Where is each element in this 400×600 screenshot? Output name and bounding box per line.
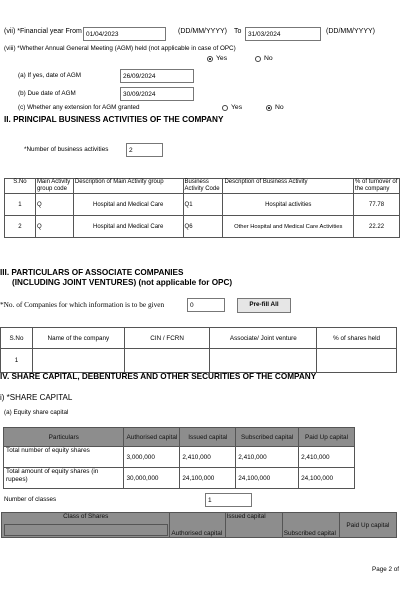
sno-cell: 1 bbox=[5, 194, 36, 216]
table-header-row bbox=[5, 179, 400, 194]
turnover-cell[interactable]: 22.22 bbox=[354, 216, 400, 238]
column-header: Main Activity group code bbox=[35, 179, 73, 194]
subscribed-cell[interactable]: 24,100,000 bbox=[236, 468, 299, 489]
sno-cell: 1 bbox=[1, 349, 33, 373]
agm-extension-no-label: No bbox=[275, 104, 284, 111]
column-header: S.No bbox=[1, 328, 33, 349]
column-header: Issued capital bbox=[225, 513, 282, 538]
shares-held-cell[interactable] bbox=[317, 349, 397, 373]
business-activities-table bbox=[4, 178, 400, 238]
activity-description-cell[interactable]: Other Hospital and Medical Care Activities bbox=[223, 216, 354, 238]
equity-share-capital-label: (a) Equity share capital bbox=[4, 409, 69, 416]
column-header: Paid Up capital bbox=[299, 428, 355, 447]
associate-count-input[interactable]: 0 bbox=[187, 298, 225, 312]
subscribed-cell[interactable]: 2,410,000 bbox=[236, 447, 299, 468]
column-header: Paid Up capital bbox=[339, 513, 396, 538]
date-format-hint: (DD/MM/YYYY) bbox=[178, 28, 227, 35]
agm-due-date-input[interactable]: 30/09/2024 bbox=[120, 87, 194, 101]
agm-held-no-label: No bbox=[264, 55, 273, 62]
to-label: To bbox=[234, 28, 242, 35]
column-header: Particulars bbox=[4, 428, 124, 447]
column-header: Subscribed capital bbox=[236, 428, 299, 447]
table-row bbox=[5, 194, 400, 216]
particulars-cell: Total number of equity shares bbox=[4, 447, 124, 468]
share-capital-heading: i) *SHARE CAPITAL bbox=[0, 393, 73, 402]
activity-code-cell[interactable]: Q1 bbox=[183, 194, 223, 216]
section-4-heading: IV. SHARE CAPITAL, DEBENTURES AND OTHER SECURITIES OF THE COMPANY bbox=[0, 372, 317, 381]
class-of-shares-inner-box bbox=[4, 524, 168, 536]
agm-extension-label: (c) Whether any extension for AGM granted bbox=[18, 104, 140, 111]
company-name-cell[interactable] bbox=[32, 349, 124, 373]
business-activities-count-label: *Number of business activities bbox=[24, 146, 109, 153]
page-number: Page 2 of bbox=[372, 566, 399, 573]
prefill-all-button[interactable]: Pre-fill All bbox=[237, 298, 291, 313]
cin-cell[interactable] bbox=[124, 349, 210, 373]
associate-type-cell[interactable] bbox=[210, 349, 317, 373]
column-header: Authorised capital bbox=[170, 513, 225, 538]
column-header: CIN / FCRN bbox=[124, 328, 210, 349]
associate-companies-table bbox=[0, 327, 397, 373]
financial-year-from-input[interactable]: 01/04/2023 bbox=[83, 27, 166, 41]
column-header: Description of Main Activity group bbox=[73, 179, 183, 194]
radio-selected-icon bbox=[207, 56, 213, 62]
agm-held-no-radio[interactable] bbox=[255, 55, 273, 62]
agm-due-date-label: (b) Due date of AGM bbox=[18, 90, 76, 97]
agm-held-question: (viii) *Whether Annual General Meeting (AGM) held (not applicable in case of OPC) bbox=[4, 45, 236, 52]
paidup-cell[interactable]: 2,410,000 bbox=[299, 447, 355, 468]
column-header: Authorised capital bbox=[124, 428, 180, 447]
number-of-classes-input[interactable]: 1 bbox=[205, 493, 252, 507]
column-header: % of shares held bbox=[317, 328, 397, 349]
financial-year-label: (vii) *Financial year From bbox=[4, 28, 82, 35]
date-format-hint: (DD/MM/YYYY) bbox=[326, 28, 375, 35]
column-header: Description of Business Activity bbox=[223, 179, 354, 194]
section-3-heading: III. PARTICULARS OF ASSOCIATE COMPANIES bbox=[0, 268, 184, 277]
agm-date-label: (a) If yes, date of AGM bbox=[18, 72, 81, 79]
column-header: S.No bbox=[5, 179, 36, 194]
agm-extension-yes-label: Yes bbox=[231, 104, 243, 111]
paidup-cell[interactable]: 24,100,000 bbox=[299, 468, 355, 489]
agm-extension-no-radio[interactable] bbox=[266, 104, 284, 111]
column-header: Class of Shares bbox=[2, 513, 170, 538]
sno-cell: 2 bbox=[5, 216, 36, 238]
table-header-row bbox=[4, 428, 355, 447]
number-of-classes-label: Number of classes bbox=[4, 496, 57, 503]
column-header: Subscribed capital bbox=[282, 513, 339, 538]
equity-share-capital-table bbox=[3, 427, 355, 489]
activity-description-cell[interactable]: Hospital activities bbox=[223, 194, 354, 216]
radio-selected-icon bbox=[266, 105, 272, 111]
column-header: % of turnover of the company bbox=[354, 179, 400, 194]
financial-year-to-input[interactable]: 31/03/2024 bbox=[245, 27, 321, 41]
group-code-cell[interactable]: Q bbox=[35, 194, 73, 216]
radio-unselected-icon bbox=[222, 105, 228, 111]
authorised-cell[interactable]: 30,000,000 bbox=[124, 468, 180, 489]
agm-date-input[interactable]: 26/09/2024 bbox=[120, 69, 194, 83]
group-description-cell[interactable]: Hospital and Medical Care bbox=[73, 194, 183, 216]
agm-held-yes-label: Yes bbox=[216, 55, 228, 62]
table-row bbox=[5, 216, 400, 238]
agm-held-yes-radio[interactable] bbox=[207, 55, 227, 62]
radio-unselected-icon bbox=[255, 56, 261, 62]
column-header: Name of the company bbox=[32, 328, 124, 349]
table-row bbox=[4, 468, 355, 489]
issued-cell[interactable]: 2,410,000 bbox=[180, 447, 236, 468]
section-2-heading: II. PRINCIPAL BUSINESS ACTIVITIES OF THE COMPANY bbox=[4, 115, 224, 124]
column-header: Associate/ Joint venture bbox=[210, 328, 317, 349]
issued-cell[interactable]: 24,100,000 bbox=[180, 468, 236, 489]
particulars-cell: Total amount of equity shares (in rupees) bbox=[4, 468, 124, 489]
column-header: Issued capital bbox=[180, 428, 236, 447]
activity-code-cell[interactable]: Q6 bbox=[183, 216, 223, 238]
turnover-cell[interactable]: 77.78 bbox=[354, 194, 400, 216]
table-row bbox=[4, 447, 355, 468]
table-row bbox=[1, 349, 397, 373]
business-activities-count-input[interactable]: 2 bbox=[126, 143, 163, 157]
associate-count-label: *No. of Companies for which information is to be given bbox=[0, 300, 165, 309]
column-header: Business Activity Code bbox=[183, 179, 223, 194]
table-header-row bbox=[1, 328, 397, 349]
group-description-cell[interactable]: Hospital and Medical Care bbox=[73, 216, 183, 238]
authorised-cell[interactable]: 3,000,000 bbox=[124, 447, 180, 468]
group-code-cell[interactable]: Q bbox=[35, 216, 73, 238]
agm-extension-yes-radio[interactable] bbox=[222, 104, 242, 111]
section-3-subheading: (INCLUDING JOINT VENTURES) (not applicable for OPC) bbox=[12, 278, 233, 287]
